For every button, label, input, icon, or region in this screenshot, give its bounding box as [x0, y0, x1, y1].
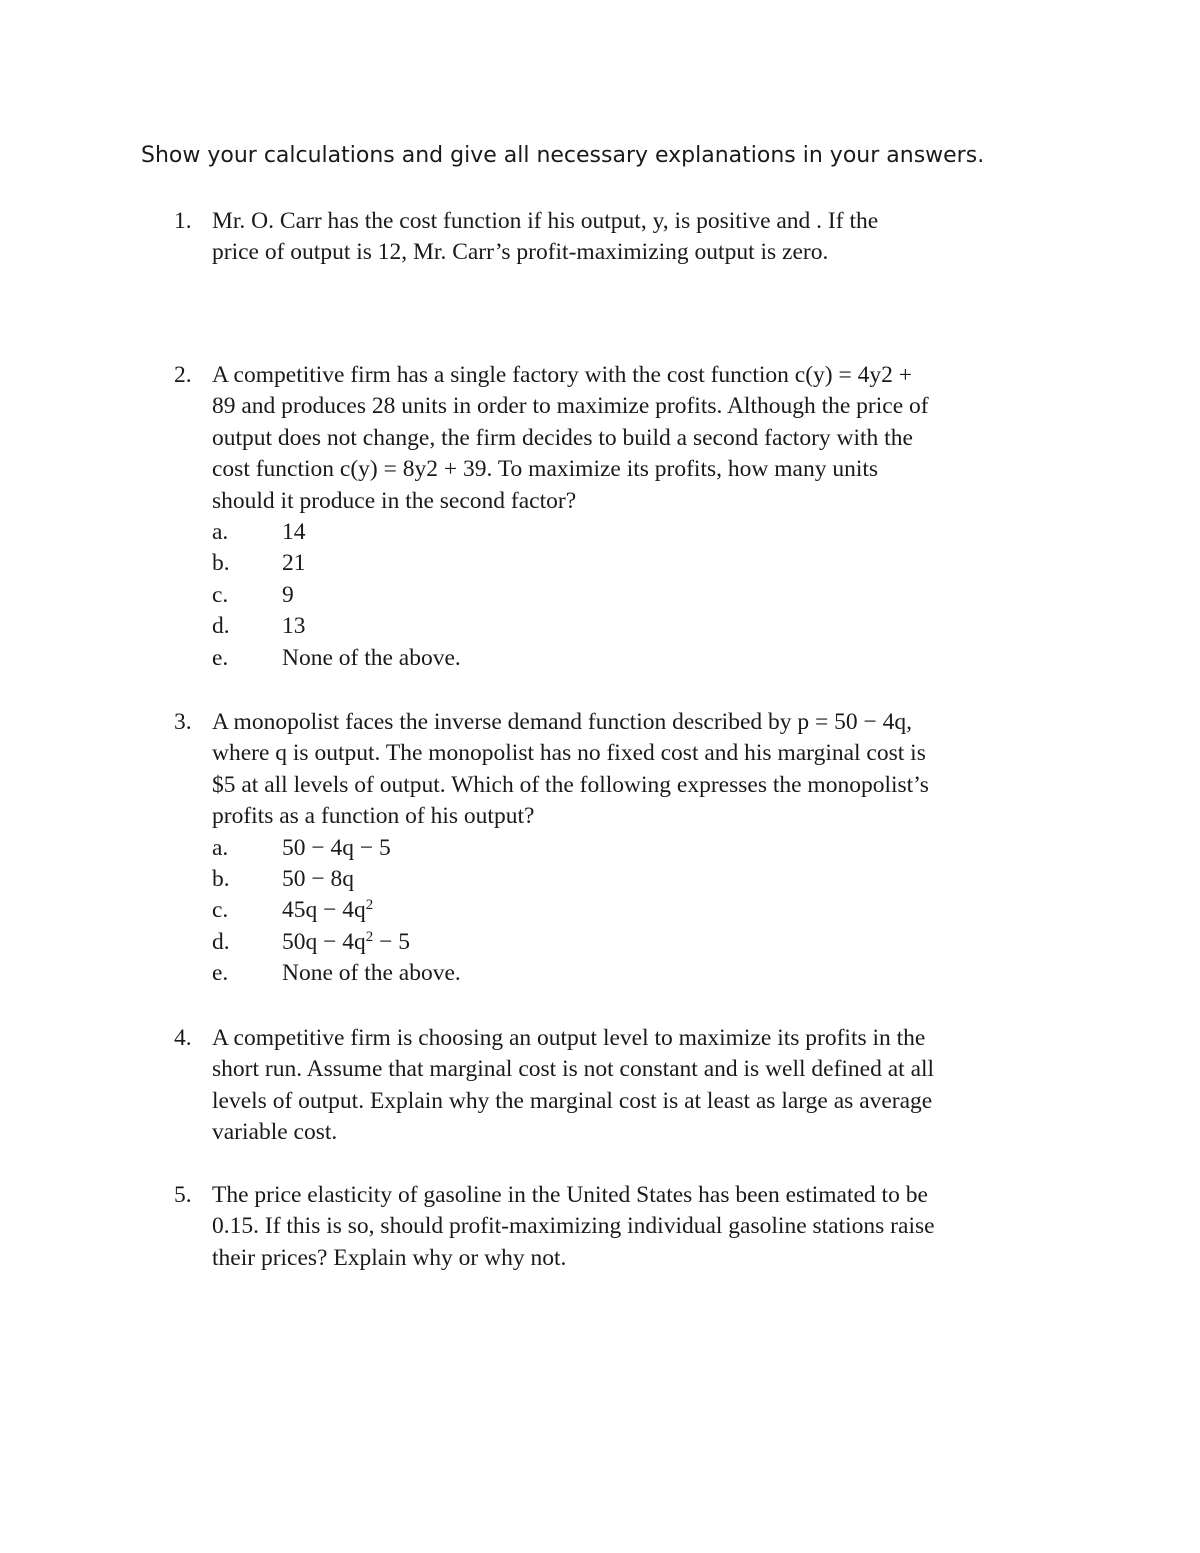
option-letter: e.	[212, 960, 229, 987]
question-number: 2.	[174, 362, 192, 388]
answer-option-c	[212, 895, 1074, 926]
answer-option-a	[212, 517, 1074, 548]
answer-option-b	[212, 864, 1074, 895]
question-4	[174, 1023, 1074, 1149]
option-letter: a.	[212, 834, 229, 861]
question-1	[174, 206, 1074, 269]
option-exponent: 2	[365, 897, 374, 914]
answer-option-e	[212, 958, 1074, 989]
question-2	[174, 360, 1074, 674]
option-letter: e.	[212, 644, 229, 671]
answer-option-a	[212, 833, 1074, 864]
question-text: A competitive firm is choosing an output level to maximize its profits in the short run. Assume that marginal cost is not constant and is well defined at all levels of output. Explain why the marginal cost is at least as large as average variable cost.	[212, 1025, 935, 1146]
option-expression: 45q − 4q	[282, 897, 366, 924]
option-text: 50 − 8q	[282, 866, 355, 893]
option-letter: b.	[212, 866, 230, 893]
option-letter: c.	[212, 581, 229, 608]
option-exponent: 2	[365, 928, 374, 945]
option-text: 21	[282, 550, 306, 577]
instructions-text: Show your calculations and give all necessary explanations in your answers.	[141, 143, 985, 168]
option-text	[282, 895, 373, 926]
option-letter: d.	[212, 613, 230, 640]
option-expression: 50q − 4q	[282, 928, 366, 955]
option-text: None of the above.	[282, 644, 461, 671]
question-text: A monopolist faces the inverse demand function described by p = 50 − 4q, where q is output. The monopolist has no fixed cost and his marginal cost is $5 at all levels of output. Which of the following expresses the monopolist’s profits as a function of his output?	[212, 709, 929, 830]
option-letter: b.	[212, 550, 230, 577]
answer-option-d	[212, 927, 1074, 958]
answer-option-d	[212, 611, 1074, 642]
option-text: 50 − 4q − 5	[282, 834, 391, 861]
option-text: 14	[282, 519, 306, 546]
option-text	[282, 927, 410, 958]
answer-option-e	[212, 643, 1074, 674]
question-5	[174, 1180, 1074, 1274]
option-text: None of the above.	[282, 960, 461, 987]
answer-option-b	[212, 548, 1074, 579]
question-number: 4.	[174, 1025, 192, 1051]
answer-options	[212, 517, 1074, 674]
option-expression-tail: − 5	[373, 928, 411, 955]
question-3	[174, 707, 1074, 990]
option-text: 13	[282, 613, 306, 640]
option-letter: c.	[212, 897, 229, 924]
question-text: The price elasticity of gasoline in the United States has been estimated to be 0.15. If this is so, should profit-maximizing individual gasoline stations raise their prices? Explain why or why not.	[212, 1182, 935, 1271]
answer-option-c	[212, 580, 1074, 611]
option-letter: d.	[212, 928, 230, 955]
option-text: 9	[282, 581, 294, 608]
question-text: Mr. O. Carr has the cost function if his output, y, is positive and . If the price of output is 12, Mr. Carr’s profit-maximizing output is zero.	[212, 208, 879, 266]
question-number: 3.	[174, 709, 192, 735]
answer-options	[212, 833, 1074, 990]
question-number: 5.	[174, 1182, 192, 1208]
question-number: 1.	[174, 208, 192, 234]
option-letter: a.	[212, 519, 229, 546]
question-text: A competitive firm has a single factory with the cost function c(y) = 4y2 + 89 and produces 28 units in order to maximize profits. Although the price of output does not change, the firm decides to build a second factory with the cost function c(y) = 8y2 + 39. To maximize its profits, how many units should it produce in the second factor?	[212, 362, 929, 514]
